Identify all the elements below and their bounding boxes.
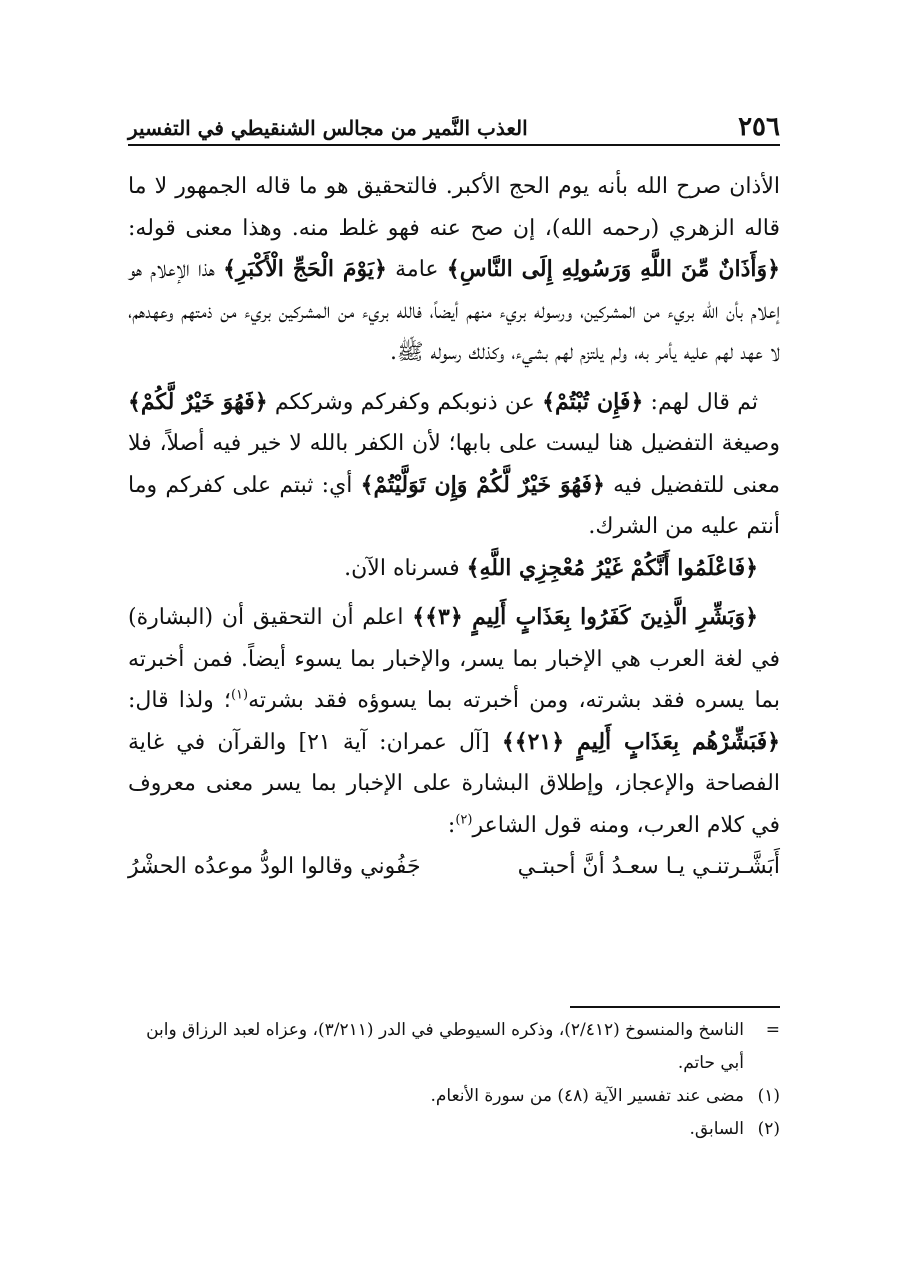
- footnote-marker: =: [765, 1020, 780, 1040]
- text-run: ثم قال لهم:: [643, 389, 758, 415]
- text-run: :: [447, 812, 456, 838]
- footnote-ref-1[interactable]: (١): [230, 687, 249, 703]
- verse-first-hemistich: أَبَشَّـرتنـي يـا سعـدُ أنَّ أحبتـي: [517, 854, 780, 879]
- footnote-text: مضى عند تفسير الآية (٤٨) من سورة الأنعام.: [430, 1086, 744, 1106]
- quran-quote: ﴿فَاعْلَمُوا أَنَّكُمْ غَيْرُ مُعْجِزِي اللَّهِ﴾: [466, 554, 758, 581]
- quran-quote: ﴿وَأَذَانٌ مِّنَ اللَّهِ وَرَسُولِهِ إِلَى النَّاسِ﴾: [446, 256, 781, 282]
- footnote-ref-2[interactable]: (٢): [455, 812, 473, 828]
- text-run: [آل عمران: آية ٢١] والقرآن في غاية الفصاحة والإعجاز، وإطلاق البشارة على الإخبار بما يسر معنى معروف في كلام العرب، ومنه قول الشاعر: [128, 729, 780, 838]
- footnote-item: [128, 1080, 780, 1113]
- running-title: العذب النَّمير من مجالس الشنقيطي في التفسير: [128, 116, 528, 140]
- footnote-marker: (١): [757, 1086, 780, 1106]
- text-run: اعلم أن التحقيق أن (البشارة) في لغة العرب هي الإخبار بما يسر، والإخبار بما يسوء أيضاً. فمن أخبرته بما يسره فقد بشرته، ومن أخبرته بما يسوؤه فقد بشرته: [128, 605, 780, 713]
- text-run: عن ذنوبكم وكفركم وشرككم: [267, 389, 543, 415]
- footnote-text: الناسخ والمنسوخ (٢/٤١٢)، وذكره السيوطي في الدر (٣/٢١١)، وعزاه لعبد الرزاق وابن أبي حاتم.: [146, 1020, 744, 1073]
- main-text: [128, 166, 780, 887]
- footnote-marker: (٢): [757, 1119, 780, 1139]
- verse-second-hemistich: جَفُوني وقالوا الودُّ موعدُه الحشْرُ: [128, 854, 421, 879]
- book-page: [128, 100, 780, 1220]
- footnotes: [128, 1006, 780, 1146]
- page-header: [128, 100, 780, 146]
- quran-quote: ﴿فَبَشِّرْهُم بِعَذَابٍ أَلِيمٍ ﴿٢١﴾﴾: [501, 728, 780, 755]
- paragraph-3: [128, 548, 780, 590]
- text-run: أي: ثبتم على كفركم وما أنتم عليه من الشرك.: [128, 472, 780, 539]
- poetry-verse: [128, 846, 780, 887]
- footnote-text: السابق.: [689, 1119, 744, 1139]
- footnote-item: [128, 1113, 780, 1146]
- text-run: الأذان صرح الله بأنه يوم الحج الأكبر. فالتحقيق هو ما قاله الجمهور لا ما قاله الزهري (رحمه الله)، إن صح عنه فهو غلط منه. وهذا معنى قوله:: [128, 174, 780, 241]
- quran-quote: ﴿فَهُوَ خَيْرٌ لَّكُمْ وَإِن تَوَلَّيْتُمْ﴾: [360, 471, 605, 498]
- page-number: ٢٥٦: [738, 112, 780, 142]
- text-run: ؛ ولذا قال:: [128, 688, 231, 713]
- footnote-item: [128, 1014, 780, 1080]
- text-run: فسرناه الآن.: [344, 555, 467, 581]
- quran-quote: ﴿فَهُوَ خَيْرٌ لَّكُمْ﴾: [128, 388, 268, 415]
- paragraph-1: [128, 166, 780, 374]
- text-run: وصيغة التفضيل هنا ليست على بابها؛ لأن الكفر بالله لا خير فيه أصلاً، فلا معنى للتفضيل فيه: [128, 431, 781, 498]
- text-run: هذا الإعلام هو إعلام بأن الله بريء من المشركين، ورسوله بريء منهم أيضاً، فالله بريء من المشركين بريء من ذمتهم وعهدهم، لا عهد لهم عليه يأمر به، ولم يلتزم لهم بشيء، وكذلك رسوله ﷺ.: [128, 257, 780, 365]
- quran-quote: ﴿فَإِن تُبْتُمْ﴾: [542, 388, 644, 415]
- paragraph-2: [128, 382, 780, 548]
- footnote-divider: [570, 1006, 780, 1008]
- quran-quote: ﴿يَوْمَ الْحَجِّ الْأَكْبَرِ﴾: [223, 256, 387, 282]
- text-run: عامة: [386, 257, 447, 282]
- quran-quote: ﴿وَبَشِّرِ الَّذِينَ كَفَرُوا بِعَذَابٍ أَلِيمٍ ﴿٣﴾﴾: [412, 604, 758, 630]
- paragraph-4: [128, 597, 780, 846]
